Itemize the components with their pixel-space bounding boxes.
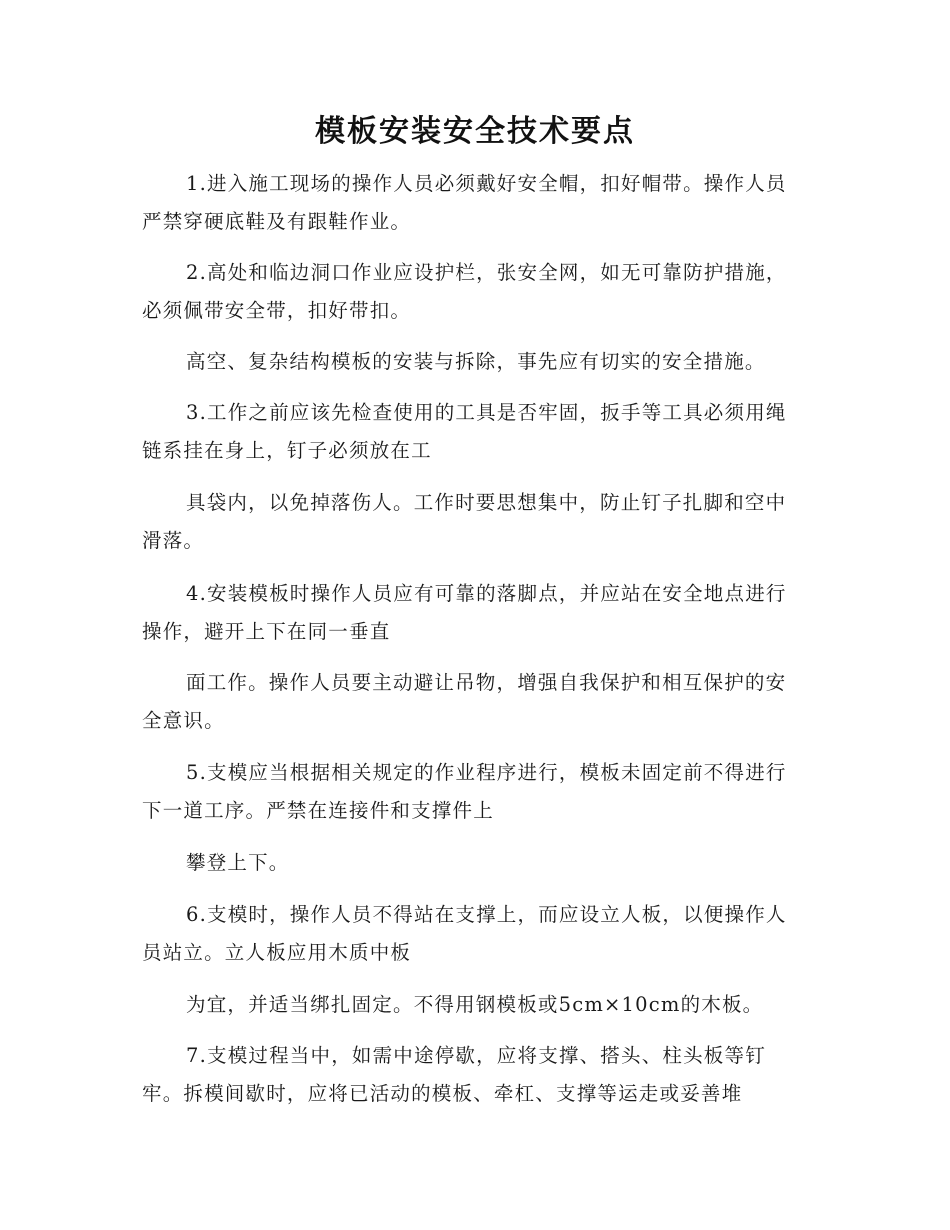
paragraph-3: 高空、复杂结构模板的安装与拆除，事先应有切实的安全措施。	[186, 350, 766, 373]
paragraph-1: 1.进入施工现场的操作人员必须戴好安全帽，扣好帽带。操作人员严禁穿硬底鞋及有跟鞋作业。	[142, 172, 787, 233]
paragraph-12: 7.支模过程当中，如需中途停歇，应将支撑、搭头、柱头板等钉牢。拆模间歇时，应将已活动的模板、牵杠、支撑等运走或妥善堆	[142, 1044, 766, 1105]
paragraph-5: 具袋内，以免掉落伤人。工作时要思想集中，防止钉子扎脚和空中滑落。	[142, 491, 787, 552]
paragraph-10: 6.支模时，操作人员不得站在支撑上，而应设立人板，以便操作人员站立。立人板应用木质中板	[142, 903, 787, 964]
paragraph-6: 4.安装模板时操作人员应有可靠的落脚点，并应站在安全地点进行操作，避开上下在同一垂直	[142, 582, 787, 643]
document-title: 模板安装安全技术要点	[315, 114, 635, 149]
paragraph-9: 攀登上下。	[186, 851, 290, 874]
paragraph-7: 面工作。操作人员要主动避让吊物，增强自我保护和相互保护的安全意识。	[142, 671, 787, 732]
paragraph-8: 5.支模应当根据相关规定的作业程序进行，模板未固定前不得进行下一道工序。严禁在连接件和支撑件上	[142, 761, 787, 822]
paragraph-4: 3.工作之前应该先检查使用的工具是否牢固，扳手等工具必须用绳链系挂在身上，钉子必须放在工	[142, 401, 787, 462]
paragraph-2: 2.高处和临边洞口作业应设护栏，张安全网，如无可靠防护措施，必须佩带安全带，扣好带扣。	[142, 261, 787, 322]
paragraph-11: 为宜，并适当绑扎固定。不得用钢模板或5cm×10cm的木板。	[186, 993, 764, 1016]
